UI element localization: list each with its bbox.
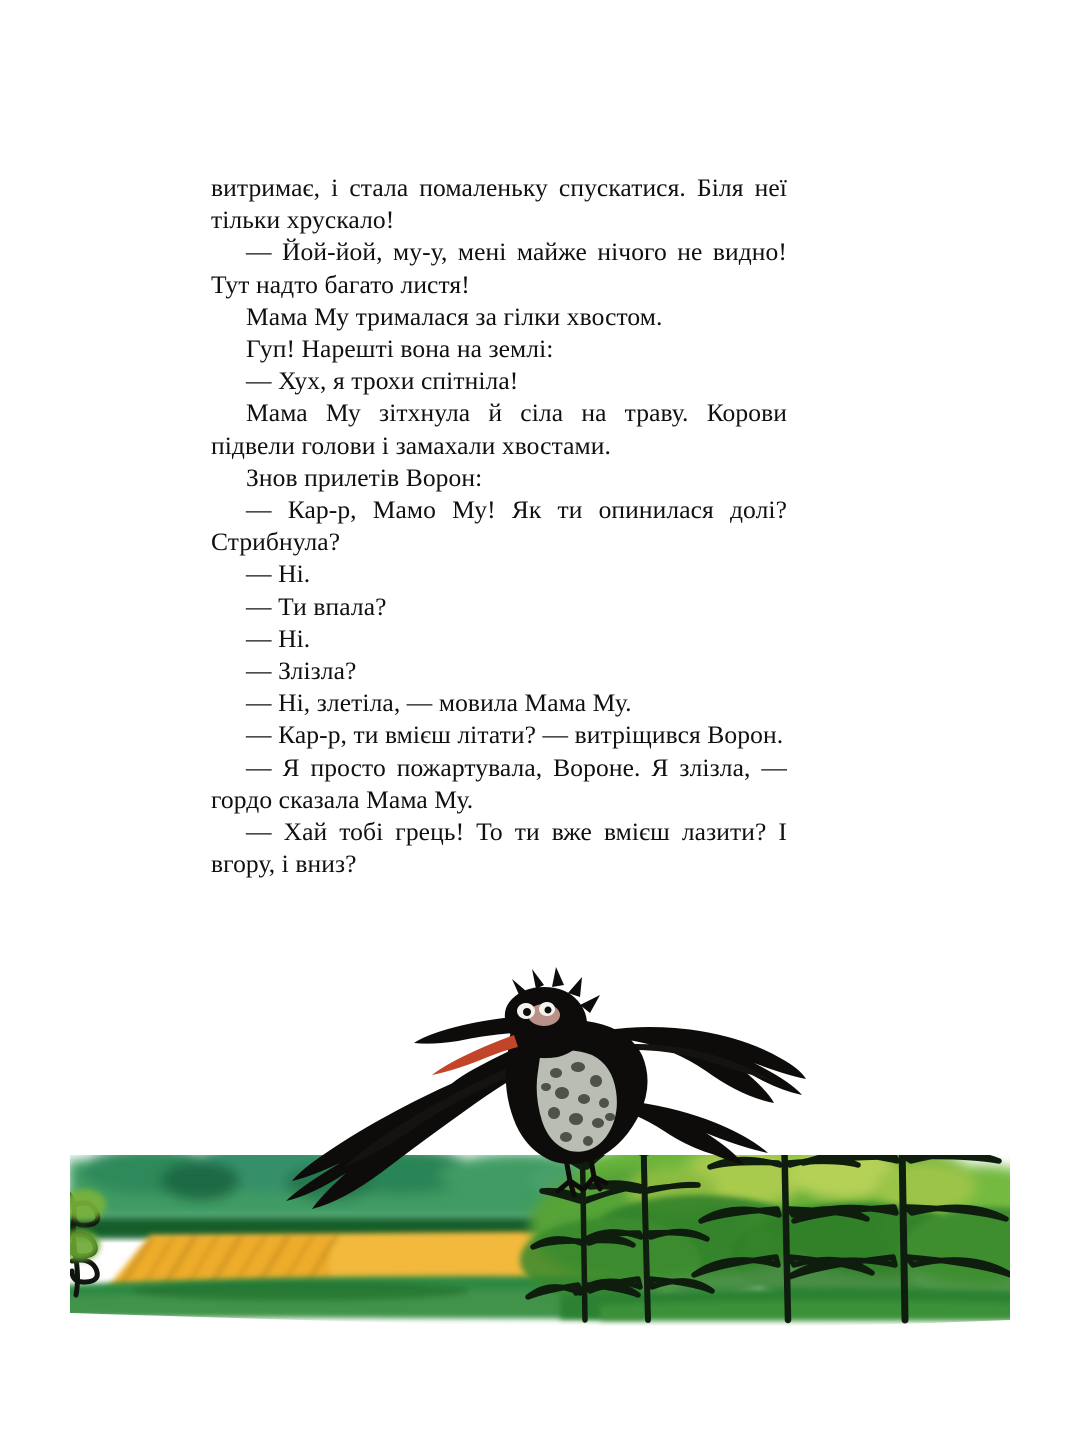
paragraph: — Злізла?: [246, 656, 357, 686]
paragraph: — Кар-р, Мамо Му! Як ти опинилася долі? Стрибнула?: [211, 495, 787, 557]
body-text-column: [211, 172, 787, 880]
paragraph: — Йой-йой, му-у, мені майже нічого не видно! Тут надто багато листя!: [211, 237, 787, 299]
paragraph: Гуп! Нарешті вона на землі:: [246, 334, 554, 364]
paragraph: — Я просто пожартувала, Вороне. Я злізла, — гордо сказала Мама Му.: [211, 752, 787, 814]
paragraph: Мама Му трималася за гілки хвостом.: [246, 301, 663, 331]
paragraph: — Ні, злетіла, — мовила Мама Му.: [246, 688, 632, 718]
paragraph: — Ні.: [246, 623, 311, 653]
paragraph: Мама Му зітхнула й сіла на траву. Корови підвели голови і замахали хвостами.: [211, 398, 787, 460]
paragraph: витримає, і стала помаленьку спускатися. Біля неї тільки хрускало!: [211, 173, 787, 235]
paragraph: — Хай тобі грець! То ти вже вмієш лазити? І вгору, і вниз?: [211, 817, 787, 879]
paragraph: Знов прилетів Ворон:: [246, 462, 483, 492]
paragraph: — Кар-р, ти вмієш літати? — витріщився Ворон.: [246, 720, 784, 750]
paragraph: — Ти впала?: [246, 591, 387, 621]
paragraph: — Ні.: [246, 559, 311, 589]
paragraph: — Хух, я трохи спітніла!: [246, 366, 519, 396]
watercolor-illustration: [0, 905, 1080, 1345]
